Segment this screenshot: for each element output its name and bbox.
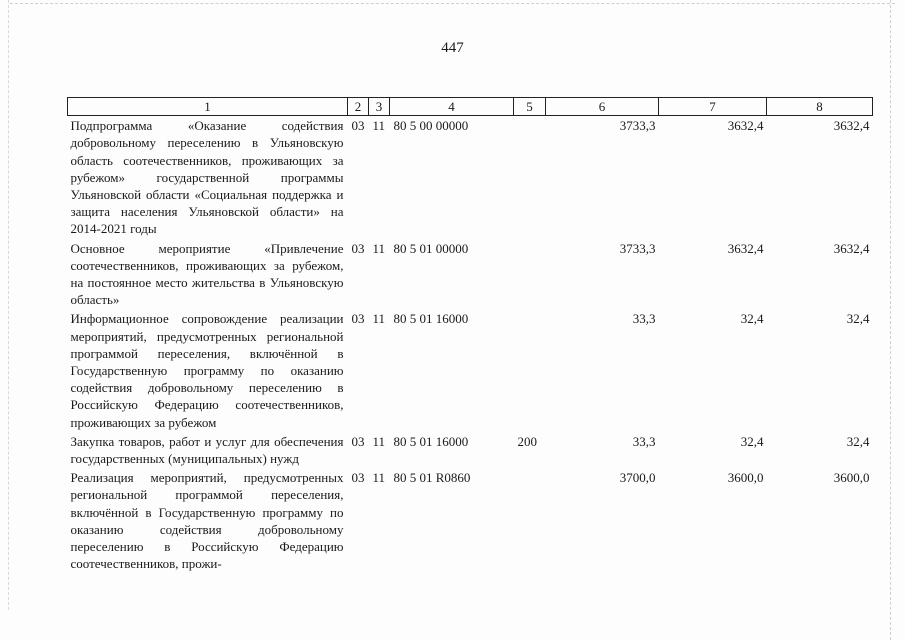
row-value-6: 33,3 (632, 311, 656, 327)
header-col-3: 3 (369, 98, 390, 116)
row-value-8: 3632,4 (833, 240, 870, 256)
header-col-8: 8 (767, 98, 873, 116)
scan-edge-right (890, 0, 891, 640)
row-value-8: 32,4 (846, 433, 870, 449)
header-col-1: 1 (68, 98, 348, 116)
table-row (68, 468, 873, 573)
row-section: 03 (351, 470, 365, 486)
header-col-2: 2 (348, 98, 369, 116)
row-section: 03 (351, 240, 365, 256)
table-row (68, 309, 873, 431)
header-col-7: 7 (659, 98, 767, 116)
table-row (68, 239, 873, 310)
row-section: 03 (351, 433, 365, 449)
page-number: 447 (441, 40, 464, 56)
row-value-7: 32,4 (740, 311, 764, 327)
row-target-code: 80 5 01 R0860 (393, 470, 471, 486)
row-subsection: 11 (372, 240, 386, 256)
row-name: Информационное сопровождение реализации мероприятий, предусмотренных региональной программой переселения, включённой в Государственную программу по оказанию содействия добровольному переселению в Российскую Федерацию соотечественников, проживающих за рубежом (70, 311, 344, 430)
row-expense-type (514, 309, 546, 431)
header-row (68, 98, 873, 116)
row-subsection: 11 (372, 311, 386, 327)
row-expense-type (514, 468, 546, 573)
row-expense-type: 200 (517, 433, 537, 449)
row-name: Реализация мероприятий, предусмотренных региональной программой переселения, включённой в Государственную программу по оказанию содействия добровольному переселению в Российскую Федерацию соотечественников, прожи- (70, 470, 344, 572)
row-value-8: 3632,4 (833, 118, 870, 134)
scan-edge-left (8, 0, 9, 610)
row-value-8: 32,4 (846, 311, 870, 327)
row-value-6: 33,3 (632, 433, 656, 449)
row-value-7: 32,4 (740, 433, 764, 449)
row-value-7: 3632,4 (727, 240, 764, 256)
row-section: 03 (351, 311, 365, 327)
row-subsection: 11 (372, 470, 386, 486)
row-value-7: 3600,0 (727, 470, 764, 486)
header-col-4: 4 (390, 98, 514, 116)
row-name: Закупка товаров, работ и услуг для обеспечения государственных (муниципальных) нужд (70, 433, 344, 467)
row-subsection: 11 (372, 118, 386, 134)
row-value-6: 3700,0 (619, 470, 656, 486)
row-value-6: 3733,3 (619, 118, 656, 134)
row-expense-type (514, 239, 546, 310)
row-subsection: 11 (372, 433, 386, 449)
row-expense-type (514, 116, 546, 239)
row-target-code: 80 5 01 16000 (393, 311, 469, 327)
row-value-8: 3600,0 (833, 470, 870, 486)
row-target-code: 80 5 00 00000 (393, 118, 469, 134)
budget-table (67, 97, 873, 573)
row-target-code: 80 5 01 16000 (393, 433, 469, 449)
row-target-code: 80 5 01 00000 (393, 240, 469, 256)
row-value-6: 3733,3 (619, 240, 656, 256)
header-col-6: 6 (546, 98, 659, 116)
row-name: Подпрограмма «Оказание содействия добровольному переселению в Ульяновскую область соотечественников, проживающих за рубежом» государственной программы Ульяновской области «Социальная поддержка и защита населения Ульяновской области» на 2014-2021 годы (70, 118, 344, 237)
header-col-5: 5 (514, 98, 546, 116)
row-name: Основное мероприятие «Привлечение соотечественников, проживающих за рубежом, на постоянное место жительства в Ульяновскую область» (70, 240, 344, 308)
table-row (68, 432, 873, 468)
scan-edge-top (10, 3, 895, 4)
row-value-7: 3632,4 (727, 118, 764, 134)
table-row (68, 116, 873, 239)
row-section: 03 (351, 118, 365, 134)
